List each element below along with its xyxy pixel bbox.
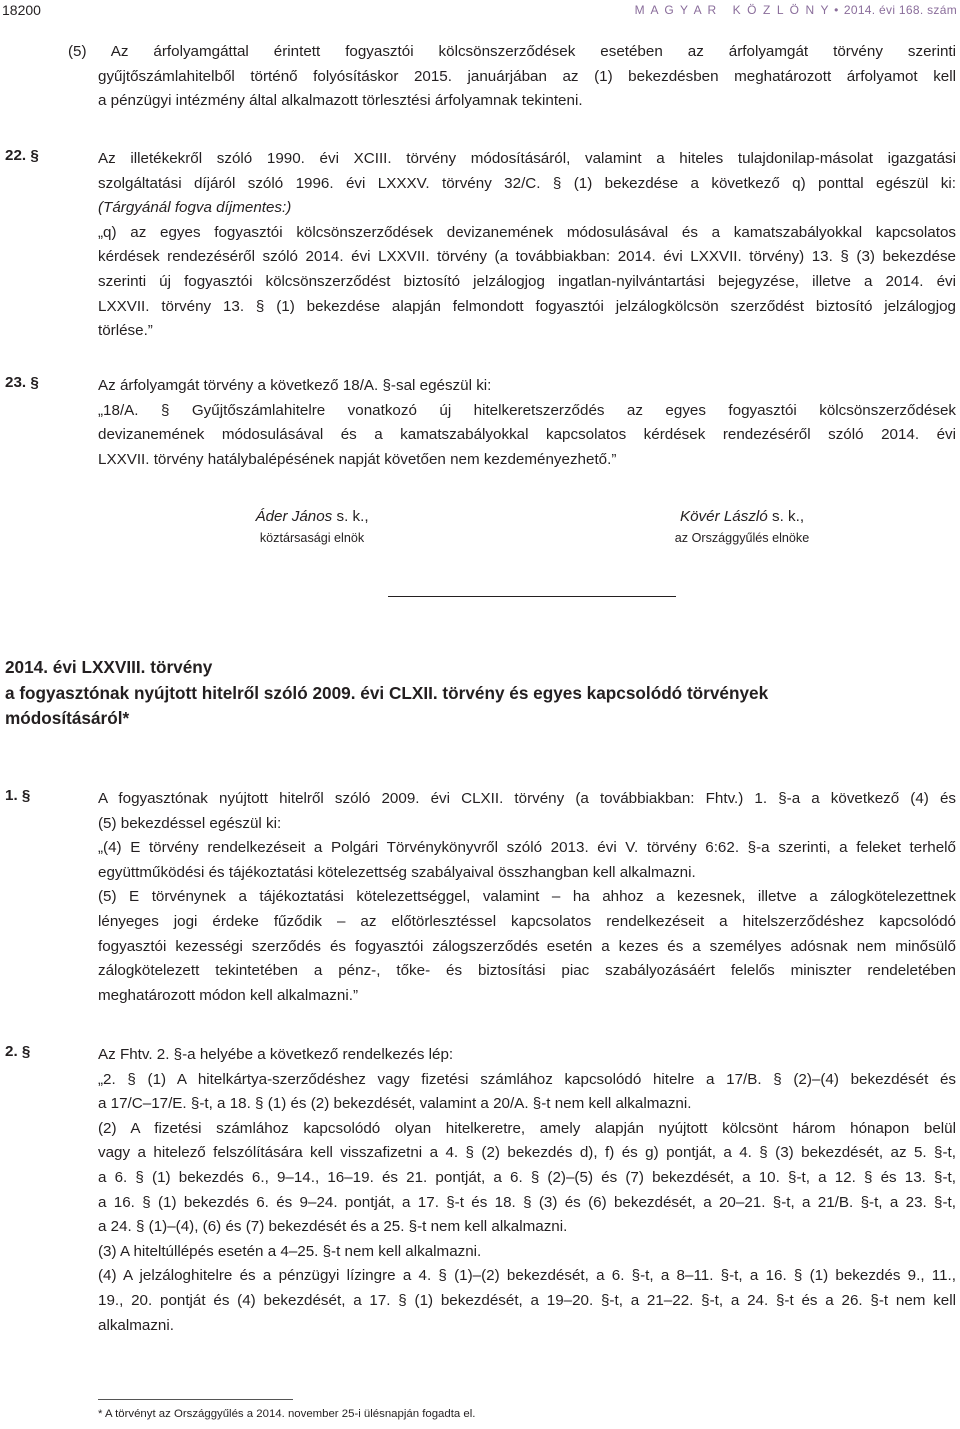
text-line: a pénzügyi intézmény által alkalmazott törlesztési árfolyamnak tekinteni. <box>98 92 583 110</box>
section-2-body <box>98 1043 956 1338</box>
text-line: A fogyasztónak nyújtott hitelről szóló 2009. évi CLXII. törvény (a továbbiakban: Fhtv.) 1. §-a a következő (4) és <box>98 790 956 807</box>
text-line: (2) A fizetési számlához kapcsolódó olyan hitelkeretre, amely alapján nyújtott kölcsönt három hónapon belül <box>98 1119 956 1137</box>
signature-block-right <box>622 508 862 545</box>
section-number: 22. § <box>5 147 39 164</box>
signatory-name-italic: Áder János <box>255 508 333 525</box>
footnote: * A törvényt az Országgyűlés a 2014. november 25-i ülésnapján fogadta el. <box>98 1408 476 1420</box>
signatory-suffix: s. k., <box>332 508 369 525</box>
italic-text: (Tárgyánál fogva díjmentes:) <box>98 199 292 217</box>
text-line: „(4) E törvény rendelkezéseit a Polgári Törvénykönyvről szóló 2013. évi V. törvény 6:62. §-a szerinti, a feleket terhelő <box>98 839 956 857</box>
paragraph-5 <box>68 40 956 114</box>
signature-block-left <box>212 508 412 545</box>
text-line: a 24. § (1)–(4), (6) és (7) bekezdését és a 25. §-t nem kell alkalmazni. <box>98 1218 568 1236</box>
text-line: 19., 20. pontját és (4) bekezdését, a 17. § (1) bekezdését, a 19–20. §-t, a 21–22. §-t, a 24. §-t és a 26. §-t nem kell <box>98 1291 956 1309</box>
law-title-line: a fogyasztónak nyújtott hitelről szóló 2009. évi CLXII. törvény és egyes kapcsolódó törvények <box>5 682 769 703</box>
text-line: devizanemének módosulásával és a kamatszabályokkal kapcsolatos kérdések rendezéséről szóló 2014. évi <box>98 426 956 444</box>
text-line: LXXVII. törvény hatálybalépésének napját követően nem kezdeményezhető.” <box>98 450 617 468</box>
text-line: (5) bekezdéssel egészül ki: <box>98 814 282 832</box>
text-line: lényeges jogi érdeke fűződik – az előtörlesztéssel kapcsolatos rendelkezéseit a hitelszerződéshez kapcsolódó <box>98 912 956 930</box>
text-line: (4) A jelzáloghitelre és a pénzügyi lízingre a 4. § (1)–(2) bekezdését, a 6. §-t, a 8–11. §-t, a 16. § (1) bekezdés 9., 11., <box>98 1267 956 1285</box>
signatory-title: az Országgyűlés elnöke <box>674 531 810 545</box>
text-line: „q) az egyes fogyasztói kölcsönszerződések devizanemének módosulásával és a kamatszabályokkal kapcsolatos <box>98 223 956 241</box>
text-line: a 17/C–17/E. §-t, a 18. § (1) és (2) bekezdését, valamint a 20/A. §-t nem kell alkalmazni. <box>98 1095 692 1113</box>
signatory-name <box>622 508 862 525</box>
section-22-body <box>98 147 956 344</box>
bullet-separator: • <box>834 3 840 17</box>
text-line: (5) E törvénynek a tájékoztatási kötelezettséggel, valamint – ha ahhoz a kezesnek, illetve a zálogkötelezettnek <box>98 888 956 906</box>
text-line: a 16. § (1) bekezdés 6. és 9–24. pontját, a 17. §-t és 18. § (3) és (6) bekezdését, a 20–21. §-t, a 21/B. §-t, a 23. §-t, <box>98 1193 956 1211</box>
text-line: „2. § (1) A hitelkártya-szerződéshez vagy fizetési számlához kapcsolódó hitelre a 17/B. § (2)–(4) bekezdését és <box>98 1070 956 1088</box>
law-title <box>5 655 955 732</box>
signatory-name <box>212 508 412 525</box>
text-line: kérdések rendezéséről szóló 2014. évi LXXVII. törvény (a továbbiakban: 2014. évi LXXVII. törvény) 13. § (3) bekezdése <box>98 248 956 266</box>
footnote-rule <box>98 1399 293 1400</box>
text-line: gyűjtőszámlahitelből történő folyósításkor 2015. januárjában az (1) bekezdésben meghatározott árfolyamot kell <box>98 67 956 85</box>
text-line: zálogkötelezett tekintetében a pénz-, tőke- és biztosítási piac szabályozásáért felelős miniszter rendeletében <box>98 962 956 980</box>
journal-header <box>635 3 957 17</box>
signatory-suffix: s. k., <box>767 508 805 525</box>
section-number: 23. § <box>5 374 39 391</box>
text-line: (3) A hiteltúllépés esetén a 4–25. §-t nem kell alkalmazni. <box>98 1242 482 1260</box>
text-line <box>98 196 956 221</box>
section-23-body <box>98 374 956 472</box>
signatory-name-italic: Kövér László <box>679 508 768 525</box>
text-line: vagy a hitelező felszólítására kell visszafizetni a 4. § (2) bekezdés d), f) és g) pontját, a 4. § (3) bekezdését, az 5. §-t, <box>98 1144 956 1162</box>
text-line: Az illetékekről szóló 1990. évi XCIII. törvény módosításáról, valamint a hiteles tulajdonilap-másolat igazgatási <box>98 150 956 167</box>
text-line: fogyasztói kezességi szerződés és fogyasztói zálogszerződés esetén a kezes és a személyes adósnak nem minősülő <box>98 937 956 955</box>
text-line: Az Fhtv. 2. §-a helyébe a következő rendelkezés lép: <box>98 1046 454 1063</box>
page-number: 18200 <box>2 2 41 18</box>
text-line: Az árfolyamgát törvény a következő 18/A. §-sal egészül ki: <box>98 377 492 394</box>
journal-name: M A G Y A R K Ö Z L Ö N Y <box>634 3 831 17</box>
text-line: a 6. § (1) bekezdés 6., 9–14., 16–19. és 21. pontját, a 6. § (2)–(5) és (7) bekezdését, a 10. §-t, a 12. § és 13. §-t, <box>98 1168 956 1186</box>
law-title-line: 2014. évi LXXVIII. törvény <box>5 657 213 677</box>
text-line: szerinti új fogyasztói kölcsönszerződést biztosító jelzálogjog ingatlan-nyilvántartási bejegyzése, illetve a 2014. évi <box>98 272 956 290</box>
section-number: 1. § <box>5 787 31 804</box>
signatory-title: köztársasági elnök <box>259 531 365 545</box>
issue-number: 2014. évi 168. szám <box>843 3 957 17</box>
text-line: együttműködési és tájékoztatási kötelezettség szabályaival összhangban kell alkalmazni. <box>98 863 696 881</box>
separator-rule <box>388 596 676 597</box>
text-line: meghatározott módon kell alkalmazni.” <box>98 986 358 1004</box>
text-line: alkalmazni. <box>98 1316 174 1334</box>
text-line: „18/A. § Gyűjtőszámlahitelre vonatkozó új hitelkeretszerződés az egyes fogyasztói kölcsönszerződések <box>98 401 956 419</box>
section-number: 2. § <box>5 1043 31 1060</box>
text-line: szolgáltatási díjáról szóló 1996. évi LXXXV. törvény 32/C. § (1) bekezdése a következő q) ponttal egészül ki: <box>98 174 956 192</box>
text-line: (5) Az árfolyamgáttal érintett fogyasztói kölcsönszerződések esetében az árfolyamgát törvény szerinti <box>68 43 956 60</box>
section-1-body <box>98 787 956 1008</box>
text-line: LXXVII. törvény 13. § (1) bekezdése alapján felmondott fogyasztói jelzálogkölcsön szerződést biztosító jelzálogjog <box>98 297 956 315</box>
text-line: törlése.” <box>98 322 153 340</box>
law-title-line: módosításáról* <box>5 708 130 728</box>
